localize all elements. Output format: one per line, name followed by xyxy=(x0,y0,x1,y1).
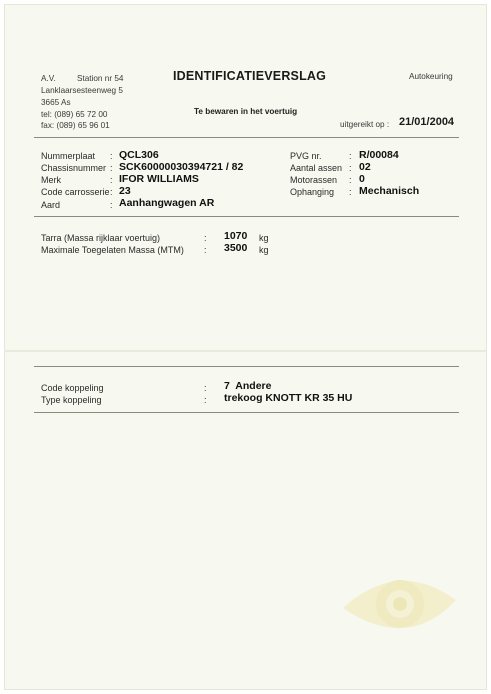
body-code-value: 23 xyxy=(119,185,131,197)
colon: : xyxy=(110,200,113,210)
divider xyxy=(34,137,459,138)
divider xyxy=(34,412,459,413)
type-label: Aard xyxy=(41,200,61,210)
org-name: A.V. xyxy=(41,74,56,83)
pvg-label: PVG nr. xyxy=(290,151,322,161)
tare-value: 1070 xyxy=(224,230,248,242)
motor-axles-label: Motorassen xyxy=(290,175,338,185)
colon: : xyxy=(204,245,207,255)
suspension-value: Mechanisch xyxy=(359,185,420,197)
coupling-type-label: Type koppeling xyxy=(41,395,102,405)
mtm-label: Maximale Toegelaten Massa (MTM) xyxy=(41,245,184,255)
colon: : xyxy=(110,151,113,161)
colon: : xyxy=(349,151,352,161)
address-city: 3665 As xyxy=(41,98,71,107)
issued-date: 21/01/2004 xyxy=(399,116,455,128)
type-value: Aanhangwagen AR xyxy=(119,197,215,209)
mtm-unit: kg xyxy=(259,245,269,255)
colon: : xyxy=(110,187,113,197)
chassis-value: SCK60000030394721 / 82 xyxy=(119,161,244,173)
colon: : xyxy=(204,383,207,393)
colon: : xyxy=(349,175,352,185)
colon: : xyxy=(204,233,207,243)
tare-unit: kg xyxy=(259,233,269,243)
colon: : xyxy=(204,395,207,405)
suspension-label: Ophanging xyxy=(290,187,335,197)
colon: : xyxy=(349,187,352,197)
document-subtitle: Te bewaren in het voertuig xyxy=(194,107,298,116)
colon: : xyxy=(110,175,113,185)
colon: : xyxy=(110,163,113,173)
coupling-code-value: 7 Andere xyxy=(224,380,272,392)
chassis-label: Chassisnummer xyxy=(41,163,107,173)
category-label: Autokeuring xyxy=(409,72,453,81)
brand-value: IFOR WILLIAMS xyxy=(119,173,199,185)
plate-value: QCL306 xyxy=(119,149,159,161)
document-title: IDENTIFICATIEVERSLAG xyxy=(173,69,327,83)
paper-fold xyxy=(4,350,487,352)
divider xyxy=(34,216,459,217)
pvg-value: R/00084 xyxy=(359,149,399,161)
eye-watermark-icon xyxy=(338,560,458,650)
colon: : xyxy=(349,163,352,173)
brand-label: Merk xyxy=(41,175,61,185)
address-street: Lanklaarsesteenweg 5 xyxy=(41,86,123,95)
phone-number: tel: (089) 65 72 00 xyxy=(41,110,108,119)
coupling-code-label: Code koppeling xyxy=(41,383,104,393)
issued-label: uitgereikt op : xyxy=(340,120,390,129)
divider xyxy=(34,366,459,367)
tare-label: Tarra (Massa rijklaar voertuig) xyxy=(41,233,161,243)
plate-label: Nummerplaat xyxy=(41,151,96,161)
body-code-label: Code carrosserie xyxy=(41,187,110,197)
mtm-value: 3500 xyxy=(224,242,248,254)
fax-number: fax: (089) 65 96 01 xyxy=(41,121,110,130)
axles-label: Aantal assen xyxy=(290,163,343,173)
station-number: Station nr 54 xyxy=(77,74,124,83)
axles-value: 02 xyxy=(359,161,371,173)
motor-axles-value: 0 xyxy=(359,173,365,185)
coupling-type-value: trekoog KNOTT KR 35 HU xyxy=(224,392,353,404)
inspection-report xyxy=(4,4,487,690)
